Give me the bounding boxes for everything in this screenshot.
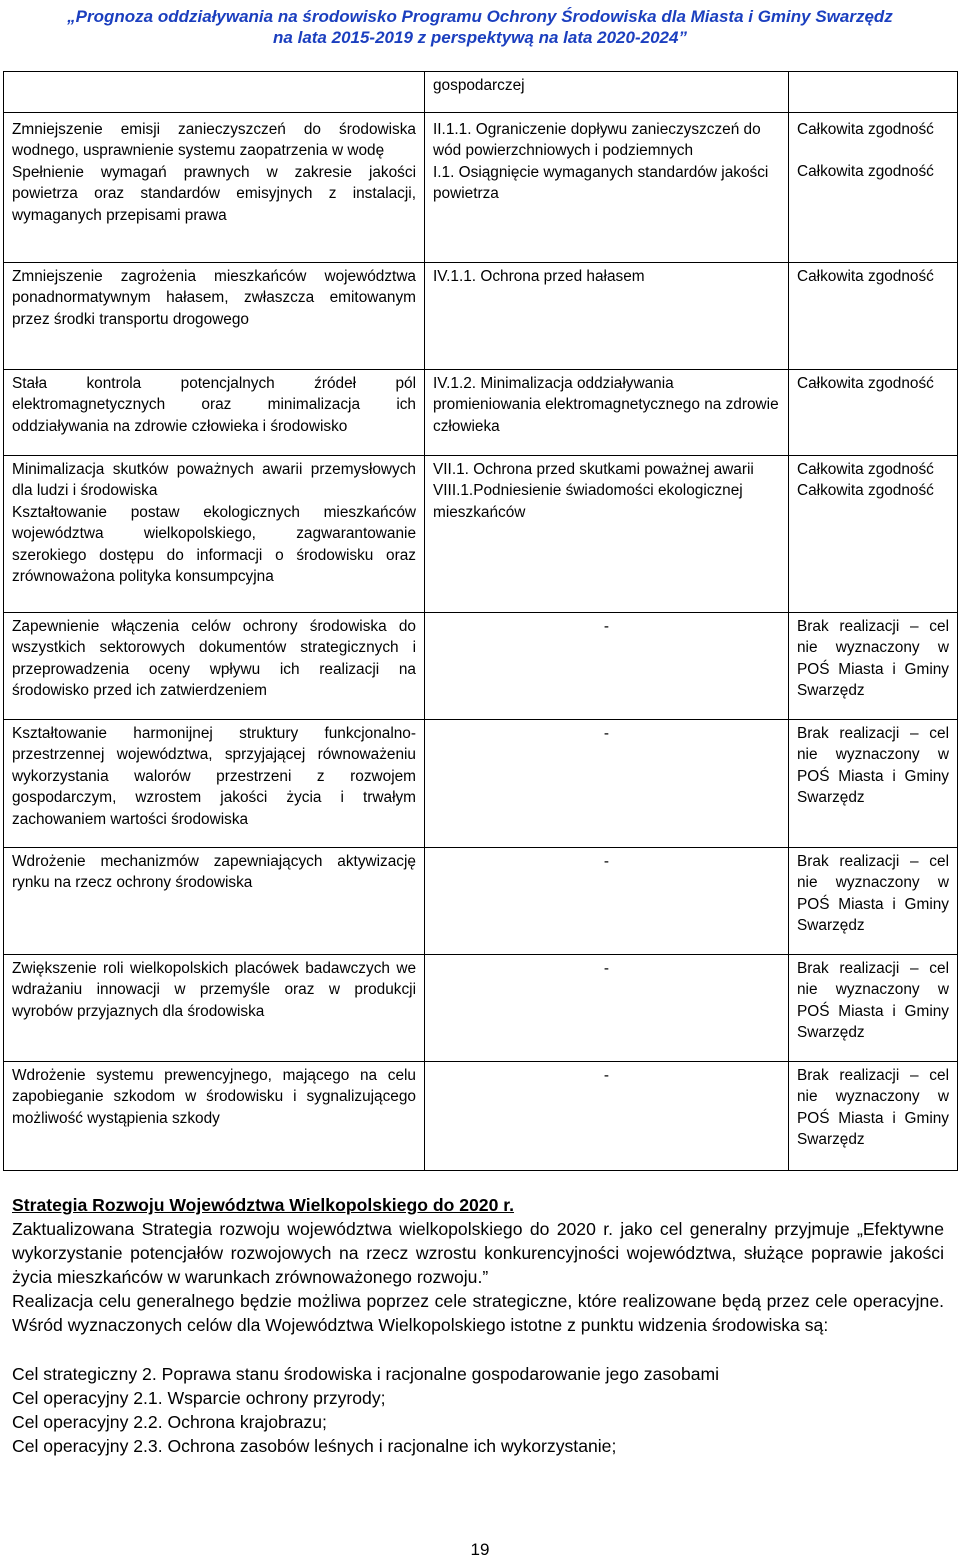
table-row xyxy=(4,456,958,613)
program-goal-cell xyxy=(425,848,789,955)
compliance-text: Całkowita zgodność xyxy=(797,461,934,478)
goal-cell xyxy=(4,1062,425,1171)
goal-cell xyxy=(4,720,425,848)
program-goal-text: - xyxy=(603,618,610,635)
table-row xyxy=(4,613,958,720)
program-goal-text: VII.1. Ochrona przed skutkami poważnej awarii xyxy=(433,461,754,478)
goal-text: Zmniejszenie zagrożenia mieszkańców województwa ponadnormatywnym hałasem, zwłaszcza emitowanym przez środki transportu drogowego xyxy=(12,268,416,328)
compliance-text: Całkowita zgodność xyxy=(797,121,934,138)
program-goal-cell xyxy=(425,955,789,1062)
goal-text: Stała kontrola potencjalnych źródeł pól elektromagnetycznych oraz minimalizacja ich oddziaływania na zdrowie człowieka i środowisko xyxy=(12,375,416,435)
program-goal-text: IV.1.1. Ochrona przed hałasem xyxy=(433,268,645,285)
compliance-cell xyxy=(789,613,958,720)
table-row xyxy=(4,848,958,955)
compliance-text: Całkowita zgodność xyxy=(797,482,934,500)
compliance-cell xyxy=(789,848,958,955)
program-goal-text: II.1.1. Ograniczenie dopływu zanieczyszczeń do wód powierzchniowych i podziemnych xyxy=(433,121,761,160)
program-goal-text: - xyxy=(603,1067,610,1084)
table-row xyxy=(4,955,958,1062)
program-goal-cell xyxy=(425,263,789,370)
program-goal-text: IV.1.2. Minimalizacja oddziaływania promieniowania elektromagnetycznego na zdrowie człowieka xyxy=(433,375,779,435)
program-goal-text: - xyxy=(603,960,610,977)
goal-text: Kształtowanie harmonijnej struktury funkcjonalno-przestrzennej województwa, sprzyjającej równoważeniu wykorzystania walorów przestrzeni z rozwojem gospodarczym, wzrostem jakości życia i trwałym zachowaniem wartości środowiska xyxy=(12,725,416,828)
program-goal-text: VIII.1.Podniesienie świadomości ekologicznej mieszkańców xyxy=(433,482,743,521)
goal-text: Zmniejszenie emisji zanieczyszczeń do środowiska wodnego, usprawnienie systemu zaopatrzenia w wodę xyxy=(12,121,416,160)
goal-text: Wdrożenie systemu prewencyjnego, mającego na celu zapobieganie szkodom w środowisku i sygnalizującego możliwość wystąpienia szkody xyxy=(12,1067,416,1127)
program-goal-cell xyxy=(425,613,789,720)
program-goal-text: I.1. Osiągnięcie wymaganych standardów jakości powietrza xyxy=(433,163,769,203)
table-row xyxy=(4,720,958,848)
program-goal-cell xyxy=(425,113,789,263)
compliance-cell xyxy=(789,113,958,263)
goal-cell xyxy=(4,955,425,1062)
program-goal-text: - xyxy=(603,853,610,870)
program-goal-cell xyxy=(425,370,789,456)
compliance-text: Całkowita zgodność xyxy=(797,375,934,392)
compliance-cell xyxy=(789,456,958,613)
section-title: Strategia Rozwoju Województwa Wielkopolskiego do 2020 r. xyxy=(12,1195,515,1215)
compliance-text: Brak realizacji – cel nie wyznaczony w POŚ Miasta i Gminy Swarzędz xyxy=(797,725,949,807)
compliance-cell xyxy=(789,720,958,848)
goal-cell xyxy=(4,113,425,263)
table-row xyxy=(4,113,958,263)
list-item: Cel strategiczny 2. Poprawa stanu środowiska i racjonalne gospodarowanie jego zasobami xyxy=(12,1363,720,1384)
compliance-cell xyxy=(789,72,958,113)
compliance-text: Brak realizacji – cel nie wyznaczony w POŚ Miasta i Gminy Swarzędz xyxy=(797,618,949,700)
goal-text: Minimalizacja skutków poważnych awarii przemysłowych dla ludzi i środowiska xyxy=(12,461,416,500)
compliance-text: Brak realizacji – cel nie wyznaczony w POŚ Miasta i Gminy Swarzędz xyxy=(797,1067,949,1149)
section-paragraph: Realizacja celu generalnego będzie możliwa poprzez cele strategiczne, które realizowane będą przez cele operacyjne. Wśród wyznaczonych celów dla Województwa Wielkopolskiego istotne z punktu widzenia środowiska są: xyxy=(12,1291,944,1336)
goal-text: Wdrożenie mechanizmów zapewniających aktywizację rynku na rzecz ochrony środowiska xyxy=(12,853,416,892)
program-goal-text: - xyxy=(603,725,610,742)
program-goal-cell xyxy=(425,720,789,848)
program-goal-cell xyxy=(425,1062,789,1171)
program-goal-cell xyxy=(425,72,789,113)
table-row xyxy=(4,72,958,113)
compliance-text: Całkowita zgodność xyxy=(797,163,934,181)
goal-cell xyxy=(4,456,425,613)
program-goal-cell xyxy=(425,456,789,613)
list-item: Cel operacyjny 2.1. Wsparcie ochrony przyrody; xyxy=(12,1387,386,1408)
compliance-cell xyxy=(789,370,958,456)
goal-cell xyxy=(4,263,425,370)
goal-text: Zapewnienie włączenia celów ochrony środowiska do wszystkich sektorowych dokumentów strategicznych i przeprowadzenia oceny wpływu ich realizacji na środowisko przed ich zatwierdzeniem xyxy=(12,618,416,700)
list-item: Cel operacyjny 2.3. Ochrona zasobów leśnych i racjonalne ich wykorzystanie; xyxy=(12,1435,617,1456)
goal-cell xyxy=(4,848,425,955)
compliance-cell xyxy=(789,1062,958,1171)
goal-text: Kształtowanie postaw ekologicznych mieszkańców województwa wielkopolskiego, zagwarantowanie szerokiego dostępu do informacji o środowisku oraz zrównoważona polityka konsumpcyjna xyxy=(12,503,416,586)
goal-cell xyxy=(4,72,425,113)
goals-list xyxy=(12,1362,944,1458)
strategy-section xyxy=(12,1193,944,1458)
section-paragraph: Zaktualizowana Strategia rozwoju województwa wielkopolskiego do 2020 r. jako cel generalny przyjmuje „Efektywne wykorzystanie potencjałów rozwojowych na rzecz wzrostu konkurencyjności województwa, służące poprawie jakości życia mieszkańców w warunkach zrównoważonego rozwoju.” xyxy=(12,1219,944,1288)
document-header xyxy=(0,6,960,48)
compliance-cell xyxy=(789,955,958,1062)
program-goal-text: gospodarczej xyxy=(433,77,525,94)
page-number: 19 xyxy=(470,1540,490,1559)
compliance-text: Brak realizacji – cel nie wyznaczony w POŚ Miasta i Gminy Swarzędz xyxy=(797,853,949,935)
compliance-cell xyxy=(789,263,958,370)
table-row xyxy=(4,263,958,370)
compliance-text: Brak realizacji – cel nie wyznaczony w POŚ Miasta i Gminy Swarzędz xyxy=(797,960,949,1042)
goal-cell xyxy=(4,613,425,720)
goal-text: Spełnienie wymagań prawnych w zakresie jakości powietrza oraz standardów emisyjnych z instalacji, wymaganych przepisami prawa xyxy=(12,163,416,224)
table-row xyxy=(4,370,958,456)
goal-cell xyxy=(4,370,425,456)
header-line-1: „Prognoza oddziaływania na środowisko Programu Ochrony Środowiska dla Miasta i Gminy Swarzędz xyxy=(67,7,893,26)
goal-text: Zwiększenie roli wielkopolskich placówek badawczych we wdrażaniu innowacji w przemyśle oraz w produkcji wyrobów przyjaznych dla środowiska xyxy=(12,960,416,1020)
header-line-2: na lata 2015-2019 z perspektywą na lata 2020-2024” xyxy=(273,28,687,47)
compliance-text: Całkowita zgodność xyxy=(797,268,934,285)
list-item: Cel operacyjny 2.2. Ochrona krajobrazu; xyxy=(12,1411,327,1432)
compliance-table xyxy=(3,71,958,1171)
table-row xyxy=(4,1062,958,1171)
